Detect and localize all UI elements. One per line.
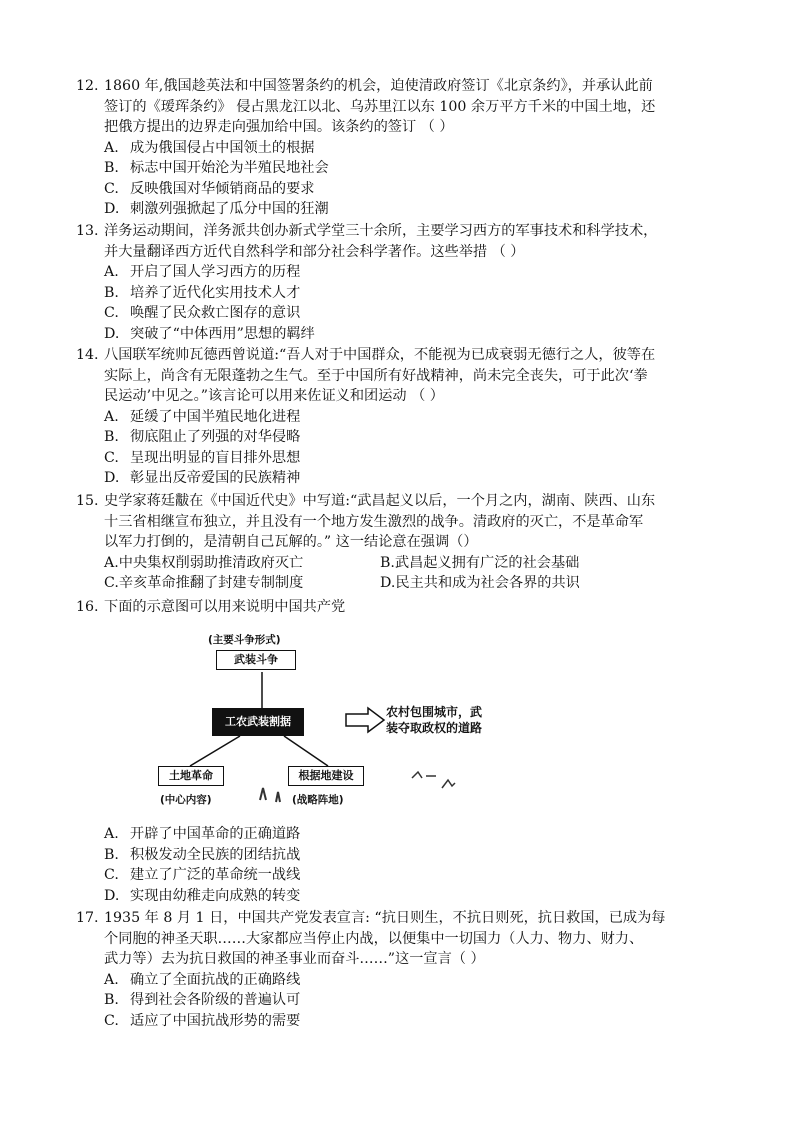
option-b[interactable]: B.武昌起义拥有广泛的社会基础	[380, 554, 580, 571]
stem-line: 把俄方提出的边界走向强加给中国。该条约的签订 （ ）	[104, 119, 454, 135]
option-text: 积极发动全民族的团结抗战	[130, 846, 301, 863]
option-b[interactable]	[76, 427, 728, 448]
stem-line: 签订的《瑷珲条约》 侵占黑龙江以北、乌苏里江以东 100 余万平方千米的中国土地，还	[104, 98, 656, 115]
arrow-icon	[346, 708, 384, 732]
option-d[interactable]	[76, 886, 728, 907]
option-letter: A.	[104, 139, 119, 156]
scan-artifact-icon	[260, 788, 280, 802]
question-stem	[76, 221, 728, 262]
right-caption: (战略阵地)	[292, 794, 344, 806]
option-text: 确立了全面抗战的正确路线	[130, 971, 301, 988]
stem-line: 1935 年 8 月 1 日，中国共产党发表宣言: “抗日则生，不抗日则死，抗日救国，已成为每	[104, 910, 666, 926]
stem-line: 八国联军统帅瓦德西曾说道:“吾人对于中国群众，不能视为已成衰弱无德行之人，彼等在	[104, 347, 656, 363]
option-text: 延缓了中国半殖民地化进程	[130, 408, 301, 425]
stem-line: 实际上，尚含有无限蓬勃之生气。至于中国所有好战精神，尚未完全丧失，可于此次‘拳	[104, 367, 648, 384]
option-letter: C.	[104, 1012, 119, 1029]
option-letter: D.	[104, 470, 120, 486]
option-b[interactable]	[76, 990, 728, 1011]
connector-right	[284, 736, 328, 766]
option-text: 突破了“中体西用”思想的羁绊	[130, 325, 315, 342]
stem-line: 个同胞的神圣天职……大家都应当停止内战，以便集中一切国力（人力、物力、财力、	[104, 930, 644, 947]
option-d[interactable]: D.民主共和成为社会各界的共识	[380, 575, 580, 591]
option-text: 开启了国人学习西方的历程	[130, 264, 301, 280]
question-13	[76, 221, 728, 344]
option-letter: A.	[104, 408, 119, 425]
question-14	[76, 345, 728, 489]
question-15	[76, 491, 728, 594]
option-c[interactable]	[76, 865, 728, 886]
stem-line: 武力等）去为抗日救国的神圣事业而奋斗……”这一宣言（ ）	[104, 951, 485, 967]
stem-line: 十三省相继宣布独立，并且没有一个地方发生激烈的战争。清政府的灭亡，不是革命军	[104, 513, 644, 530]
stem-line: 民运动’中见之。”该言论可以用来佐证义和团运动 （ ）	[104, 388, 444, 404]
center-box: 工农武装割据	[212, 708, 304, 736]
stem-line: 史学家蒋廷黻在《中国近代史》中写道:“武昌起义以后，一个月之内，湖南、陕西、山东	[104, 493, 656, 509]
option-text: 标志中国开始沦为半殖民地社会	[130, 160, 329, 176]
option-letter: B.	[104, 846, 119, 863]
question-17	[76, 908, 728, 1031]
question-stem	[76, 491, 728, 553]
option-letter: C.	[104, 180, 119, 197]
stem-line: 以军力打倒的，是清朝自己瓦解的。” 这一结论意在强调（）	[104, 534, 478, 550]
option-text: 呈现出明显的盲目排外思想	[130, 449, 301, 466]
stem-line: 洋务运动期间，洋务派共创办新式学堂三十余所，主要学习西方的军事技术和科学技术，	[104, 223, 658, 239]
option-d[interactable]	[76, 468, 728, 489]
option-a[interactable]	[76, 824, 728, 845]
option-a[interactable]	[76, 970, 728, 991]
question-number: 12.	[76, 78, 99, 94]
option-a[interactable]	[76, 138, 728, 159]
question-12	[76, 76, 728, 220]
question-number: 13.	[76, 223, 99, 239]
option-c[interactable]	[76, 303, 728, 324]
result-text	[386, 704, 510, 736]
option-text: 开辟了中国革命的正确道路	[130, 826, 301, 842]
option-b[interactable]	[76, 158, 728, 179]
question-16-options	[76, 824, 728, 906]
option-letter: B.	[104, 160, 119, 176]
option-letter: A.	[104, 264, 119, 280]
option-text: 实现由幼稚走向成熟的转变	[130, 887, 301, 904]
option-text: 建立了广泛的革命统一战线	[130, 867, 301, 883]
option-text: 成为俄国侵占中国领土的根据	[130, 139, 315, 156]
question-number: 16.	[76, 599, 99, 615]
option-letter: C.	[104, 867, 119, 883]
option-text: 唤醒了民众救亡图存的意识	[130, 305, 301, 321]
question-stem	[76, 345, 728, 407]
option-c[interactable]	[76, 1011, 728, 1032]
revolution-road-diagram	[150, 630, 530, 820]
option-letter: A.	[104, 971, 119, 988]
connector-left	[190, 736, 240, 766]
option-letter: B.	[104, 992, 119, 1008]
top-box: 武装斗争	[216, 650, 296, 670]
scan-artifact-icon	[412, 772, 455, 788]
question-stem	[76, 597, 728, 618]
option-a[interactable]	[76, 407, 728, 428]
option-d[interactable]	[76, 199, 728, 220]
question-stem	[76, 76, 728, 138]
option-text: 刺激列强掀起了瓜分中国的狂潮	[130, 201, 329, 217]
option-c[interactable]	[76, 448, 728, 469]
question-16	[76, 597, 728, 618]
option-c[interactable]	[76, 179, 728, 200]
option-text: 培养了近代化实用技术人才	[130, 284, 301, 301]
options-row	[76, 553, 728, 574]
option-letter: D.	[104, 201, 120, 217]
option-letter: B.	[104, 429, 119, 445]
option-text: 适应了中国抗战形势的需要	[130, 1012, 301, 1029]
option-letter: D.	[104, 325, 120, 342]
question-number: 17.	[76, 910, 99, 926]
question-number: 14.	[76, 347, 99, 363]
option-letter: B.	[104, 284, 119, 301]
left-box: 土地革命	[158, 766, 224, 786]
top-caption: (主要斗争形式)	[208, 634, 281, 646]
result-line: 装夺取政权的道路	[386, 721, 483, 735]
result-line: 农村包围城市，武	[386, 705, 483, 719]
option-text: 彰显出反帝爱国的民族精神	[130, 470, 301, 486]
option-letter: A.	[104, 826, 119, 842]
question-stem	[76, 908, 728, 970]
option-b[interactable]	[76, 845, 728, 866]
option-a[interactable]	[76, 262, 728, 283]
option-c[interactable]: C.辛亥革命推翻了封建专制制度	[104, 575, 304, 591]
left-caption: (中心内容)	[160, 794, 212, 806]
option-d[interactable]	[76, 324, 728, 345]
right-box: 根据地建设	[288, 766, 364, 786]
option-text: 得到社会各阶级的普遍认可	[130, 992, 301, 1008]
option-text: 反映俄国对华倾销商品的要求	[130, 180, 315, 197]
stem-line: 并大量翻译西方近代自然科学和部分社会科学著作。这些举措 （ ）	[104, 243, 525, 260]
options-row	[76, 573, 728, 594]
option-b[interactable]	[76, 283, 728, 304]
option-letter: C.	[104, 305, 119, 321]
option-letter: D.	[104, 887, 120, 904]
question-number: 15.	[76, 493, 99, 509]
stem-line: 1860 年,俄国趁英法和中国签署条约的机会，迫使清政府签订《北京条约》，并承认此前	[104, 78, 653, 94]
stem-line: 下面的示意图可以用来说明中国共产党	[104, 599, 346, 615]
option-letter: C.	[104, 449, 119, 466]
option-text: 彻底阻止了列强的对华侵略	[130, 429, 301, 445]
option-a[interactable]: A.中央集权削弱助推清政府灭亡	[104, 554, 304, 571]
